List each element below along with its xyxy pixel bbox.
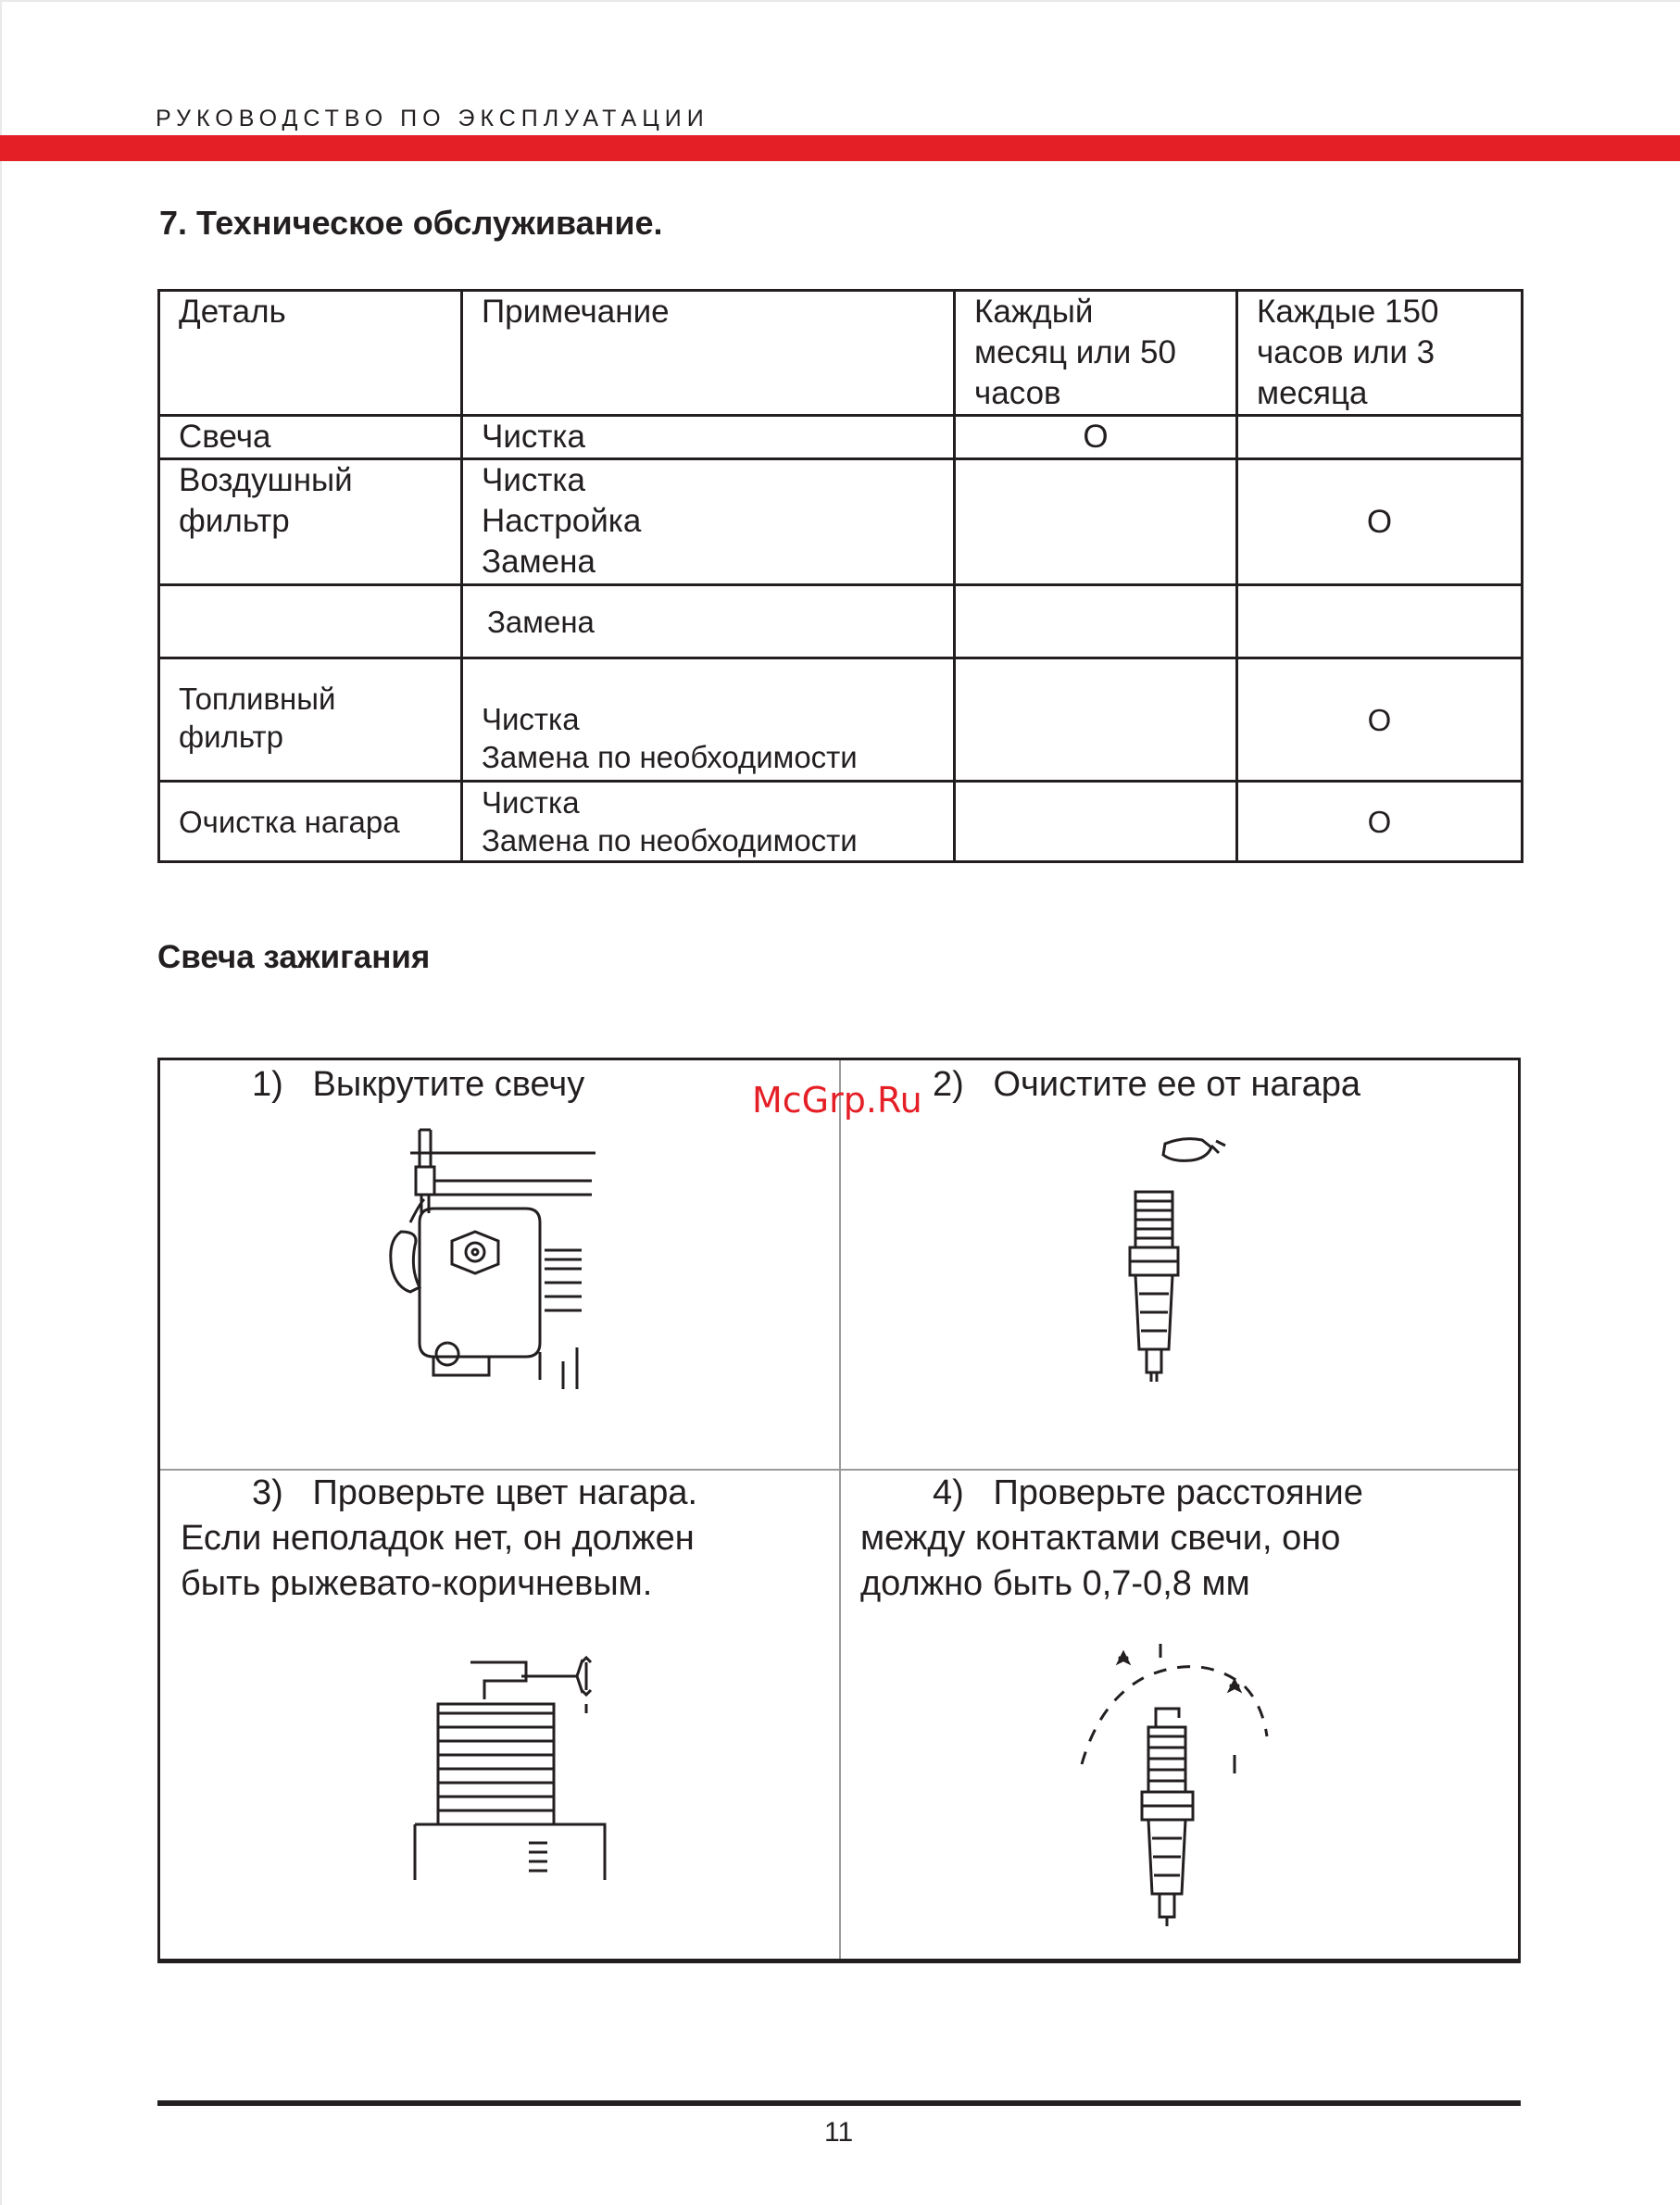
engine-spark-plug-illustration bbox=[382, 1121, 596, 1398]
row-part: Воздушный фильтр bbox=[159, 459, 462, 585]
plug-cleaning-illustration bbox=[1110, 1136, 1239, 1386]
row-part bbox=[159, 585, 462, 658]
table-row bbox=[159, 416, 1523, 459]
maintenance-table bbox=[157, 289, 1523, 863]
step-4-caption: 4) Проверьте расстояние между контактами свечи, оно должно быть 0,7-0,8 мм bbox=[860, 1473, 1363, 1603]
row-note: Чистка bbox=[462, 416, 955, 459]
row-note: Замена bbox=[462, 585, 955, 658]
subsection-title: Свеча зажигания bbox=[157, 939, 431, 975]
row-quarterly-mark bbox=[1237, 585, 1523, 658]
watermark: McGrp.Ru bbox=[752, 1080, 922, 1121]
row-quarterly-mark: О bbox=[1237, 459, 1523, 585]
row-note: Чистка Замена по необходимости bbox=[462, 782, 955, 862]
row-note: Чистка Замена по необходимости bbox=[462, 658, 955, 782]
row-monthly-mark bbox=[955, 782, 1237, 862]
header-monthly: Каждый месяц или 50 часов bbox=[955, 291, 1237, 416]
table-row bbox=[159, 782, 1523, 862]
row-part: Свеча bbox=[159, 416, 462, 459]
row-quarterly-mark bbox=[1237, 416, 1523, 459]
step-3-caption: 3) Проверьте цвет нагара. Если неполадок нет, он должен быть рыжевато-коричневым. bbox=[181, 1473, 698, 1603]
table-row bbox=[159, 459, 1523, 585]
running-header: РУКОВОДСТВО ПО ЭКСПЛУАТАЦИИ bbox=[156, 106, 709, 132]
table-row bbox=[159, 658, 1523, 782]
row-monthly-mark bbox=[955, 658, 1237, 782]
electrode-deposit-illustration bbox=[410, 1658, 623, 1880]
row-monthly-mark: О bbox=[955, 416, 1237, 459]
table-header-row bbox=[159, 291, 1523, 416]
header-quarterly: Каждые 150 часов или 3 месяца bbox=[1237, 291, 1523, 416]
grid-divider-vertical bbox=[839, 1060, 841, 1959]
header-accent-bar bbox=[0, 135, 1680, 161]
table-row bbox=[159, 585, 1523, 658]
footer-rule bbox=[157, 2100, 1521, 2106]
row-monthly-mark bbox=[955, 585, 1237, 658]
gap-check-illustration bbox=[1063, 1635, 1276, 1931]
step-1-caption: 1) Выкрутите свечу bbox=[252, 1065, 585, 1104]
header-part: Деталь bbox=[159, 291, 462, 416]
row-note: Чистка Настройка Замена bbox=[462, 459, 955, 585]
row-quarterly-mark: О bbox=[1237, 658, 1523, 782]
row-part: Очистка нагара bbox=[159, 782, 462, 862]
row-monthly-mark bbox=[955, 459, 1237, 585]
row-part: Топливный фильтр bbox=[159, 658, 462, 782]
page-number: 11 bbox=[824, 2117, 854, 2148]
header-note: Примечание bbox=[462, 291, 955, 416]
section-title: 7. Техническое обслуживание. bbox=[159, 204, 663, 242]
spark-plug-steps-grid bbox=[157, 1058, 1521, 1963]
row-quarterly-mark: О bbox=[1237, 782, 1523, 862]
step-2-caption: 2) Очистите ее от нагара bbox=[933, 1065, 1360, 1104]
